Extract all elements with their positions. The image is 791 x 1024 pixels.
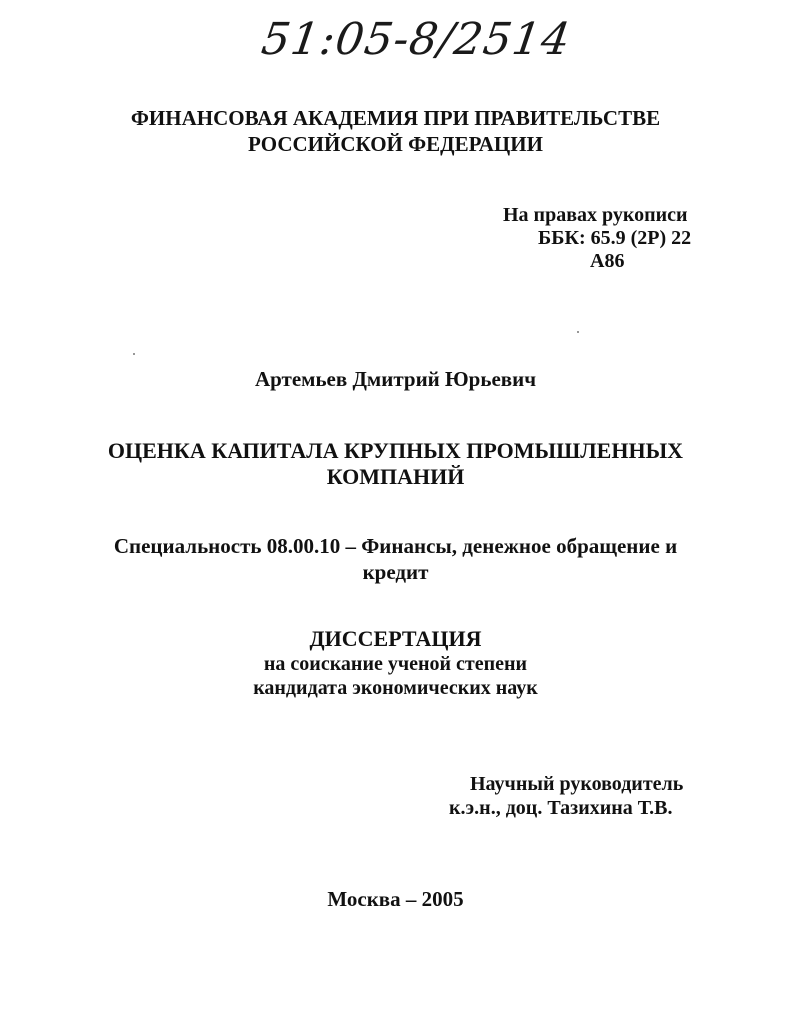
city-year: Москва – 2005 xyxy=(327,887,464,911)
dissertation-title xyxy=(0,438,791,490)
supervisor-label: Научный руководитель xyxy=(470,773,684,795)
handwritten-catalog-number: 51:05-8/2514 xyxy=(258,14,575,65)
author-name: Артемьев Дмитрий Юрьевич xyxy=(254,367,537,391)
institution-line-2: РОССИЙСКОЙ ФЕДЕРАЦИИ xyxy=(248,132,543,156)
specialty-line-2: кредит xyxy=(362,560,429,584)
bbk-code: ББК: 65.9 (2Р) 22 xyxy=(538,227,692,249)
manuscript-rights: На правах рукописи xyxy=(503,204,688,226)
scan-speck xyxy=(577,331,579,333)
institution-name xyxy=(0,105,791,157)
degree-info xyxy=(0,652,791,700)
dissertation-heading: ДИССЕРТАЦИЯ xyxy=(309,626,482,651)
degree-line-2: кандидата экономических наук xyxy=(253,677,538,699)
title-line-2: КОМПАНИЙ xyxy=(326,464,465,489)
scan-speck xyxy=(133,353,135,355)
specialty-line-1: Специальность 08.00.10 – Финансы, денежное обращение и xyxy=(113,534,678,558)
degree-line-1: на соискание ученой степени xyxy=(263,653,528,675)
supervisor-name: к.э.н., доц. Тазихина Т.В. xyxy=(449,797,673,819)
institution-line-1: ФИНАНСОВАЯ АКАДЕМИЯ ПРИ ПРАВИТЕЛЬСТВЕ xyxy=(130,106,661,130)
author-mark: А86 xyxy=(590,250,625,272)
title-line-1: ОЦЕНКА КАПИТАЛА КРУПНЫХ ПРОМЫШЛЕННЫХ xyxy=(107,438,684,463)
specialty xyxy=(0,533,791,585)
